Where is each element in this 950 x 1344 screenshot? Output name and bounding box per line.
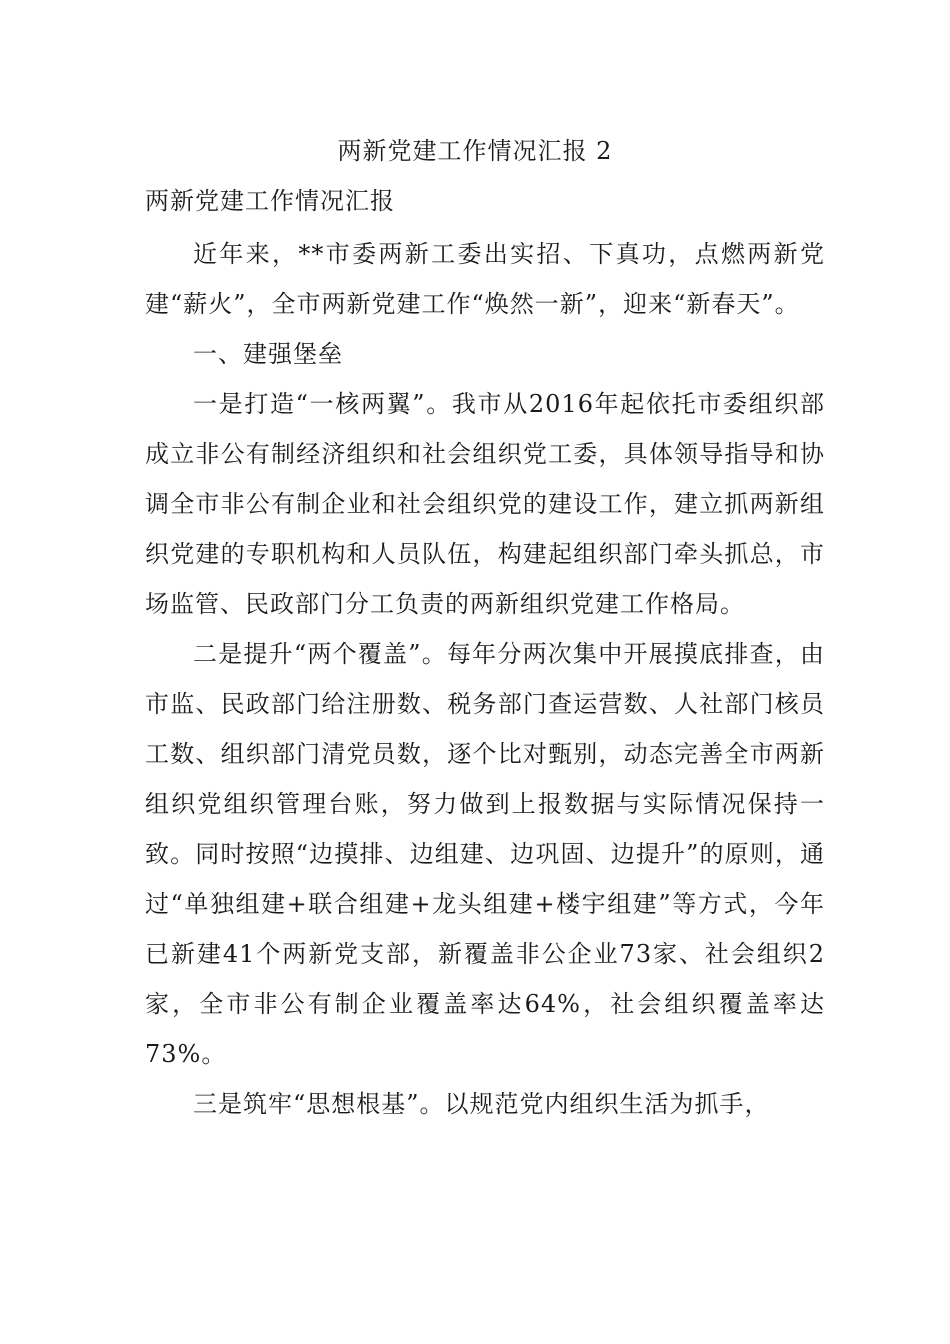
paragraph-intro: 近年来，**市委两新工委出实招、下真功，点燃两新党建“薪火”，全市两新党建工作“焕然一新”，迎来“新春天”。 [145, 240, 825, 318]
document-body [145, 229, 825, 1129]
paragraph-item-1: 一是打造“一核两翼”。我市从2016年起依托市委组织部成立非公有制经济组织和社会组织党工委，具体领导指导和协调全市非公有制企业和社会组织党的建设工作，建立抓两新组织党建的专职机构和人员队伍，构建起组织部门牵头抓总，市场监管、民政部门分工负责的两新组织党建工作格局。 [145, 390, 825, 618]
section-heading: 一、建强堡垒 [193, 340, 343, 368]
paragraph-item-3: 三是筑牢“思想根基”。以规范党内组织生活为抓手， [193, 1090, 770, 1118]
paragraph-item-2: 二是提升“两个覆盖”。每年分两次集中开展摸底排查，由市监、民政部门给注册数、税务部门查运营数、人社部门核员工数、组织部门清党员数，逐个比对甄别，动态完善全市两新组织党组织管理台账，努力做到上报数据与实际情况保持一致。同时按照“边摸排、边组建、边巩固、边提升”的原则，通过“单独组建+联合组建+龙头组建+楼宇组建”等方式，今年已新建41个两新党支部，新覆盖非公企业73家、社会组织2家，全市非公有制企业覆盖率达64%，社会组织覆盖率达73%。 [145, 640, 825, 1068]
document-title: 两新党建工作情况汇报 2 [337, 137, 613, 165]
document-subtitle: 两新党建工作情况汇报 [145, 187, 395, 215]
